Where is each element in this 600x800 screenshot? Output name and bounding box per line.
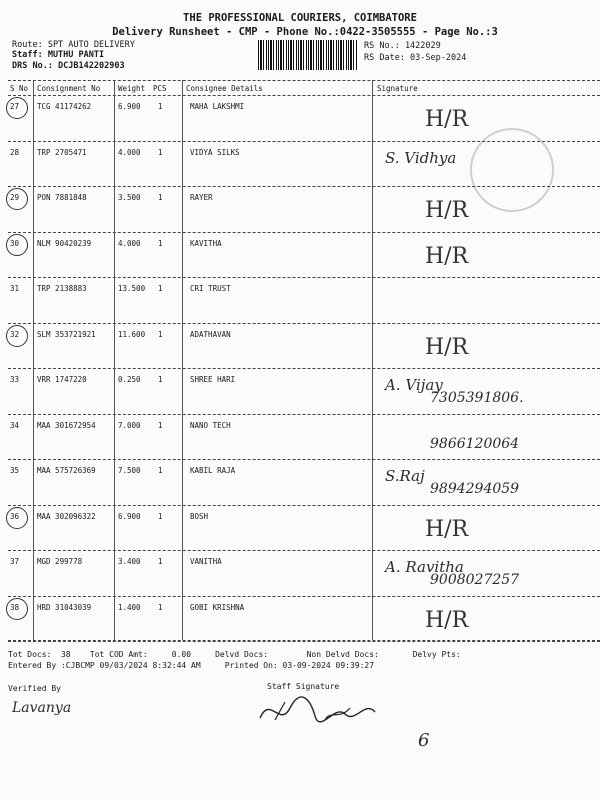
row-pcs: 1 <box>158 193 163 202</box>
row-divider <box>8 186 600 187</box>
row-consignment-no: MGD 299778 <box>37 557 83 566</box>
row-signature: S. Vidhya <box>385 148 457 167</box>
rs-date: RS Date: 03-Sep-2024 <box>364 53 467 63</box>
column-divider <box>372 80 373 640</box>
row-consignee: VANITHA <box>190 557 222 566</box>
row-sno: 36 <box>10 511 20 521</box>
row-weight: 4.000 <box>118 238 141 248</box>
row-signature: S.Raj <box>385 467 425 485</box>
row-weight: 6.900 <box>118 511 141 521</box>
row-consignee: CRI TRUST <box>190 284 231 293</box>
row-divider <box>8 368 600 369</box>
row-weight: 3.500 <box>118 193 141 202</box>
row-divider <box>8 596 600 597</box>
row-consignment-no: HRD 31043039 <box>37 602 92 612</box>
col-header-weight: Weight <box>118 84 146 93</box>
row-consignee: KAVITHA <box>190 238 222 248</box>
row-divider <box>8 641 600 642</box>
row-divider <box>8 232 600 233</box>
row-pcs: 1 <box>158 147 163 157</box>
row-sno: 31 <box>10 284 20 293</box>
row-consignment-no: TRP 2138883 <box>37 284 87 293</box>
row-pcs: 1 <box>158 557 163 566</box>
row-consignee: BOSH <box>190 511 209 521</box>
row-weight: 7.000 <box>118 420 141 430</box>
row-consignee: MAHA LAKSHMI <box>190 102 245 111</box>
staff-signature-label: Staff Signature <box>267 682 340 691</box>
row-phone-handwritten: 7305391806. <box>430 390 524 406</box>
row-consignment-no: MAA 302096322 <box>37 511 96 521</box>
barcode <box>258 40 358 70</box>
faded-address-stamp <box>380 285 510 325</box>
route-label: Route: SPT AUTO DELIVERY <box>12 40 135 50</box>
row-divider <box>8 414 600 415</box>
row-signature: A. Ravitha <box>385 558 464 576</box>
row-weight: 13.500 <box>118 284 146 293</box>
row-divider <box>8 505 600 506</box>
row-sno: 38 <box>10 602 20 612</box>
rs-number: RS No.: 1422029 <box>364 41 441 51</box>
row-weight: 1.400 <box>118 602 141 612</box>
row-consignment-no: TCG 41174262 <box>37 102 92 111</box>
row-consignment-no: TRP 2705471 <box>37 147 87 157</box>
row-pcs: 1 <box>158 329 163 339</box>
row-pcs: 1 <box>158 102 163 111</box>
row-weight: 0.250 <box>118 375 141 384</box>
row-pcs: 1 <box>158 284 163 293</box>
row-sno: 28 <box>10 147 20 157</box>
row-signature: H/R <box>425 607 469 633</box>
row-sno: 30 <box>10 238 20 248</box>
footer-rule <box>8 640 600 641</box>
row-consignee: NANO TECH <box>190 420 231 430</box>
row-signature: H/R <box>425 334 469 360</box>
col-header-pcs: PCS <box>153 84 167 93</box>
row-consignee: VIDYA SILKS <box>190 147 240 157</box>
row-consignee: KABIL RAJA <box>190 466 236 475</box>
row-sno: 29 <box>10 193 20 202</box>
table-top-rule <box>8 80 600 81</box>
row-pcs: 1 <box>158 602 163 612</box>
row-sno: 27 <box>10 102 20 111</box>
row-sno: 33 <box>10 375 20 384</box>
col-header-consignee: Consignee Details <box>186 84 263 93</box>
row-consignment-no: PON 7881848 <box>37 193 87 202</box>
row-sno: 35 <box>10 466 20 475</box>
company-title: THE PROFESSIONAL COURIERS, COIMBATORE <box>183 12 417 24</box>
row-consignee: ADATHAVAN <box>190 329 231 339</box>
row-signature: H/R <box>425 107 469 132</box>
row-weight: 4.000 <box>118 147 141 157</box>
totals-line: Tot Docs: 38 Tot COD Amt: 0.00 Delvd Docs: Non Delvd Docs: Delvy Pts: <box>8 650 461 659</box>
column-divider <box>182 80 183 640</box>
row-signature: A. Vijay <box>385 376 443 394</box>
column-divider <box>33 80 34 640</box>
row-signature: H/R <box>425 516 469 542</box>
row-pcs: 1 <box>158 511 163 521</box>
row-consignee: RAYER <box>190 193 213 202</box>
row-pcs: 1 <box>158 238 163 248</box>
row-signature: H/R <box>425 198 469 223</box>
runsheet-title: Delivery Runsheet - CMP - Phone No.:0422-3505555 - Page No.:3 <box>112 26 498 38</box>
row-weight: 7.500 <box>118 466 141 475</box>
page-mark: 6 <box>418 730 430 751</box>
row-pcs: 1 <box>158 375 163 384</box>
entered-by-line: Entered By :CJBCMP 09/03/2024 8:32:44 AM Printed On: 03-09-2024 09:39:27 <box>8 661 375 670</box>
row-divider <box>8 459 600 460</box>
row-consignee: SHREE HARI <box>190 375 236 384</box>
row-weight: 11.600 <box>118 329 146 339</box>
col-header-signature: Signature <box>377 84 418 93</box>
row-pcs: 1 <box>158 420 163 430</box>
row-consignment-no: NLM 90420239 <box>37 238 92 248</box>
row-divider <box>8 550 600 551</box>
row-divider <box>8 141 600 142</box>
row-consignment-no: VRR 1747220 <box>37 375 87 384</box>
staff-signature-scribble <box>255 690 385 730</box>
verified-by-label: Verified By <box>8 684 61 693</box>
column-divider <box>114 80 115 640</box>
row-consignee: GOBI KRISHNA <box>190 602 245 612</box>
row-consignment-no: MAA 301672954 <box>37 420 96 430</box>
row-sno: 37 <box>10 557 20 566</box>
row-consignment-no: MAA 575726369 <box>37 466 96 475</box>
table-header-rule <box>8 95 600 96</box>
row-phone-handwritten: 9894294059 <box>430 481 520 497</box>
col-header-consignment: Consignment No <box>37 84 101 93</box>
row-consignment-no: SLM 353721921 <box>37 329 96 339</box>
row-phone-handwritten: 9008027257 <box>430 572 520 588</box>
verified-by-signature: Lavanya <box>12 700 72 716</box>
staff-label: Staff: MUTHU PANTI <box>12 50 105 60</box>
row-phone-handwritten: 9866120064 <box>430 435 520 452</box>
row-sno: 34 <box>10 420 20 430</box>
row-weight: 6.900 <box>118 102 141 111</box>
row-weight: 3.400 <box>118 557 141 566</box>
row-divider <box>8 277 600 278</box>
row-signature: H/R <box>425 243 469 269</box>
drs-label: DRS No.: DCJB142202903 <box>12 61 125 71</box>
row-pcs: 1 <box>158 466 163 475</box>
row-divider <box>8 323 600 324</box>
col-header-sno: S No <box>10 84 29 93</box>
row-sno: 32 <box>10 329 20 339</box>
